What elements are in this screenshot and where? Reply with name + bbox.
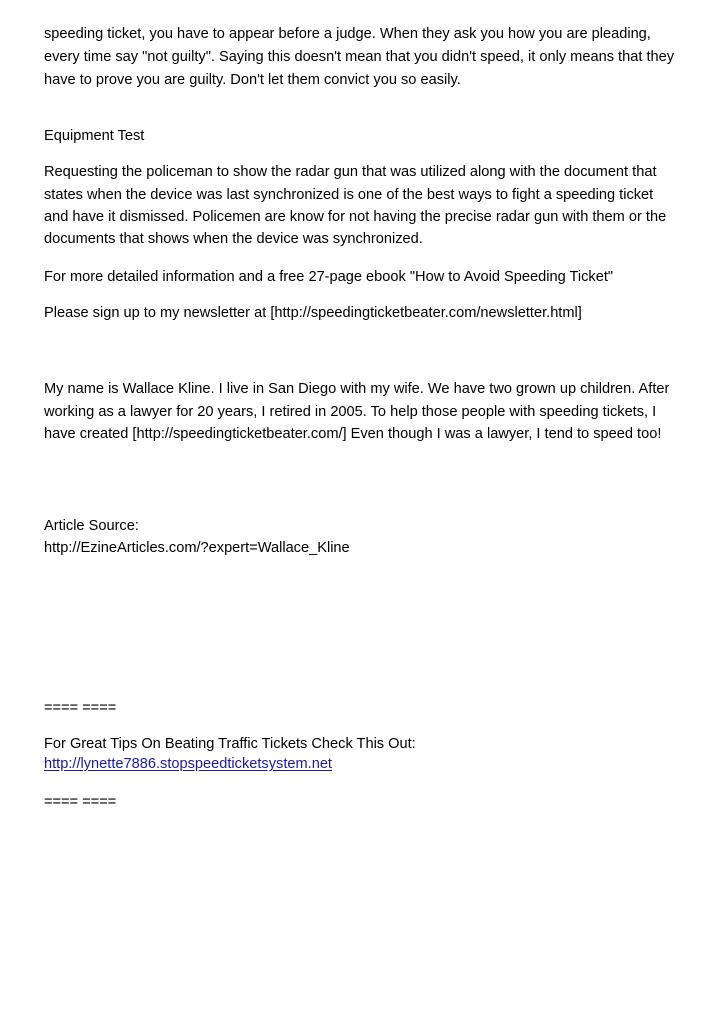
tips-text: For Great Tips On Beating Traffic Tickets Check This Out: — [44, 736, 416, 752]
separator: ==== ==== — [44, 700, 117, 716]
paragraph-line: have to prove you are guilty. Don't let them convict you so easily. — [44, 72, 461, 88]
article-source-label: Article Source: — [44, 518, 139, 534]
article-source-url: http://EzineArticles.com/?expert=Wallace_Kline — [44, 540, 350, 556]
tips-link-line — [44, 755, 332, 773]
separator: ==== ==== — [44, 794, 117, 810]
paragraph-line: states when the device was last synchronized is one of the best ways to fight a speeding ticket — [44, 187, 654, 203]
paragraph-line: and have it dismissed. Policemen are know for not having the precise radar gun with them or the — [44, 209, 667, 225]
newsletter-signup-text: Please sign up to my newsletter at [http://speedingticketbeater.com/newsletter.html] — [44, 305, 582, 321]
paragraph-line: documents that shows when the device was synchronized. — [44, 231, 423, 247]
paragraph-line: every time say "not guilty". Saying this doesn't mean that you didn't speed, it only means that they — [44, 49, 675, 65]
section-heading: Equipment Test — [44, 128, 145, 144]
author-bio-line: working as a lawyer for 20 years, I retired in 2005. To help those people with speeding tickets, I — [44, 404, 657, 420]
more-info-text: For more detailed information and a free 27-page ebook "How to Avoid Speeding Ticket" — [44, 269, 614, 285]
tips-link[interactable]: http://lynette7886.stopspeedticketsystem.net — [44, 756, 332, 772]
author-bio-line: My name is Wallace Kline. I live in San Diego with my wife. We have two grown up children. After — [44, 381, 670, 397]
paragraph-line: Requesting the policeman to show the radar gun that was utilized along with the document that — [44, 164, 657, 180]
paragraph-line: speeding ticket, you have to appear before a judge. When they ask you how you are pleading, — [44, 26, 651, 42]
author-bio-line: have created [http://speedingticketbeater.com/] Even though I was a lawyer, I tend to speed too! — [44, 426, 662, 442]
